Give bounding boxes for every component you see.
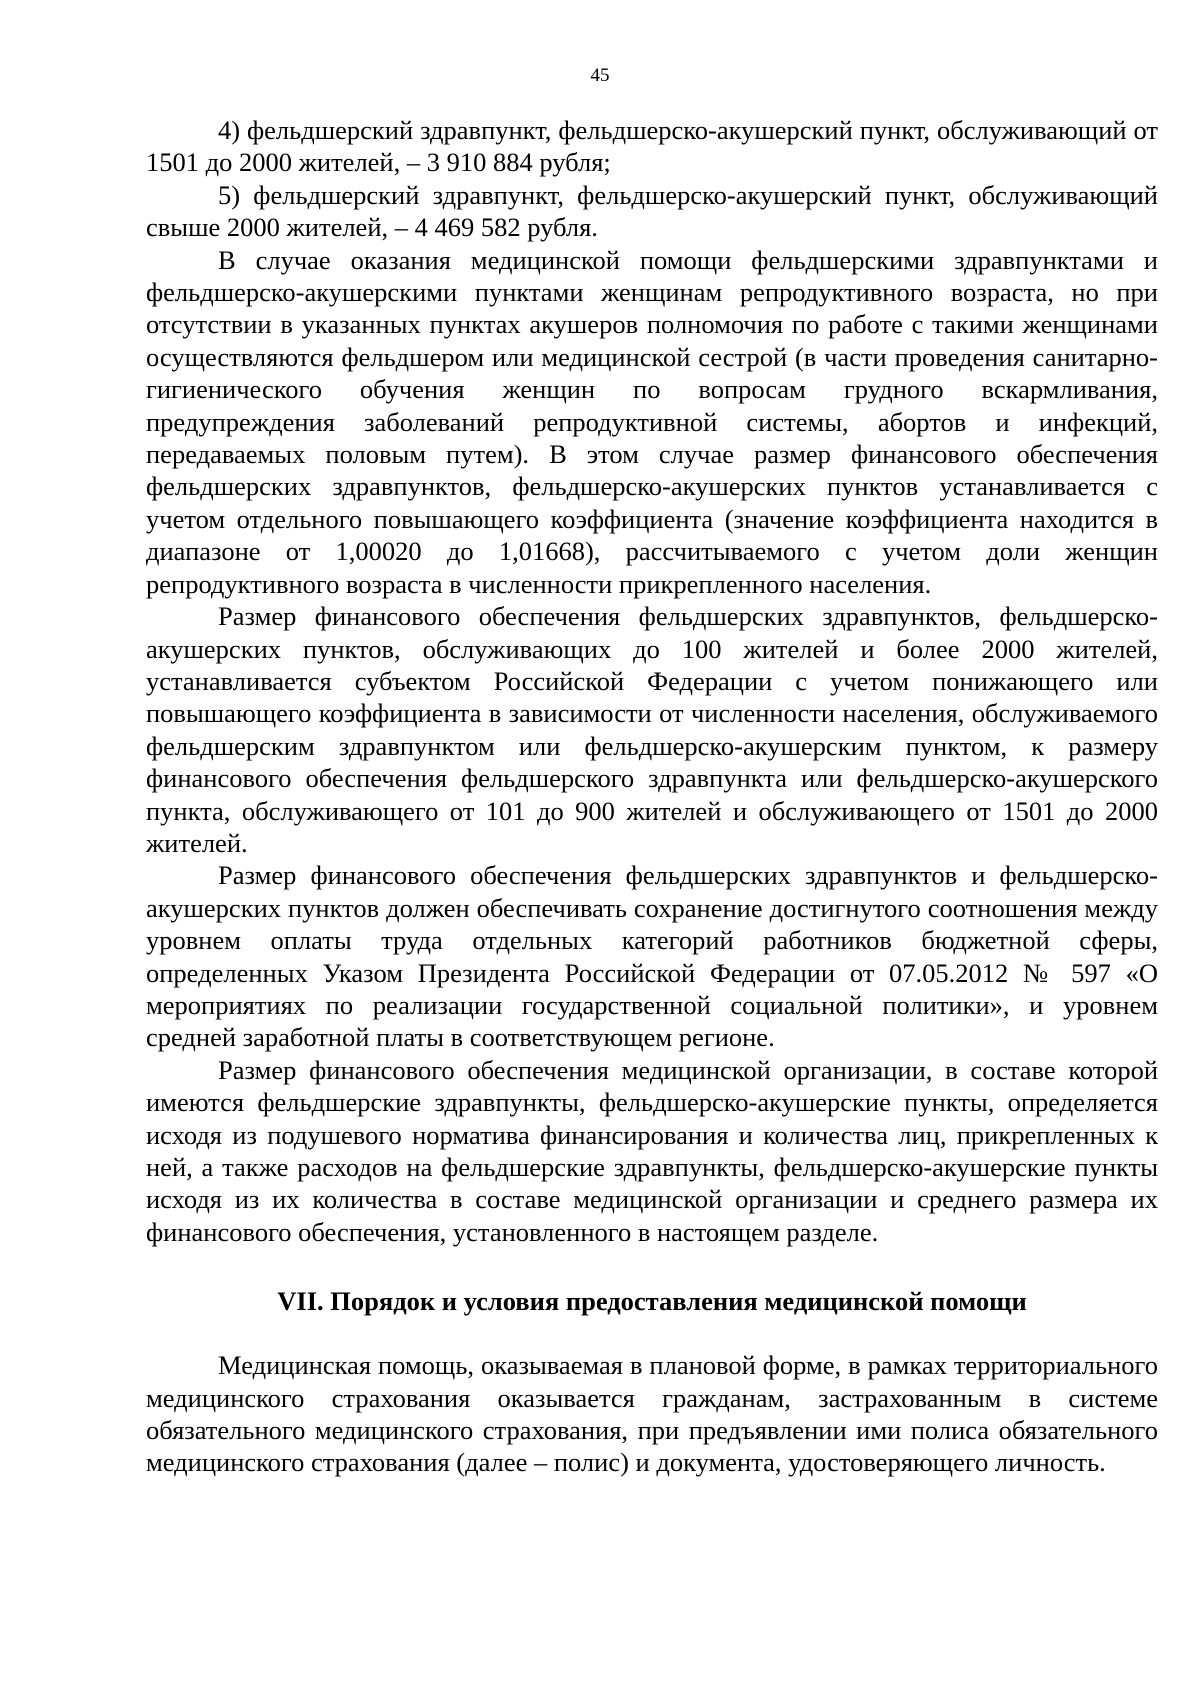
paragraph-womens-care: В случае оказания медицинской помощи фельдшерскими здравпунктами и фельдшерско-акушерскими пунктами женщинам репродуктивного возраста, но при отсутствии в указанных пунктах акушеров полномочия по работе с такими женщинами осуществляются фельдшером или медицинской сестрой (в части проведения санитарно-гигиенического обучения женщин по вопросам грудного вскармливания, предупреждения заболеваний репродуктивной системы, абортов и инфекций, передаваемых половым путем). В этом случае размер финансового обеспечения фельдшерских здравпунктов, фельдшерско-акушерских пунктов устанавливается с учетом отдельного повышающего коэффициента (значение коэффициента находится в диапазоне от 1,00020 до 1,01668), рассчитываемого с учетом доли женщин репродуктивного возраста в численности прикрепленного населения. (146, 244, 1158, 599)
paragraph-salary-ratio: Размер финансового обеспечения фельдшерских здравпунктов и фельдшерско-акушерских пунктов должен обеспечивать сохранение достигнутого соотношения между уровнем оплаты труда отдельных категорий работников бюджетной сферы, определенных Указом Президента Российской Федерации от 07.05.2012 № 597 «О мероприятиях по реализации государственной социальной политики», и уровнем средней заработной платы в соответствующем регионе. (146, 860, 1158, 1053)
paragraph-planned-care: Медицинская помощь, оказываемая в плановой форме, в рамках территориального медицинского страхования оказывается гражданам, застрахованным в системе обязательного медицинского страхования, при предъявлении ими полиса обязательного медицинского страхования (далее – полис) и документа, удостоверяющего личность. (146, 1350, 1158, 1478)
paragraph-item-5: 5) фельдшерский здравпункт, фельдшерско-акушерский пункт, обслуживающий свыше 2000 жителей, – 4 469 582 рубля. (146, 179, 1158, 243)
document-body (146, 114, 1158, 1479)
paragraph-coefficient: Размер финансового обеспечения фельдшерских здравпунктов, фельдшерско-акушерских пунктов, обслуживающих до 100 жителей и более 2000 жителей, устанавливается субъектом Российской Федерации с учетом понижающего или повышающего коэффициента в зависимости от численности населения, обслуживаемого фельдшерским здравпунктом или фельдшерско-акушерским пунктом, к размеру финансового обеспечения фельдшерского здравпункта или фельдшерско-акушерского пункта, обслуживающего от 101 до 900 жителей и обслуживающего от 1501 до 2000 жителей. (146, 601, 1158, 858)
page-number: 45 (590, 65, 610, 86)
paragraph-organization-funding: Размер финансового обеспечения медицинской организации, в составе которой имеются фельдшерские здравпункты, фельдшерско-акушерские пункты, определяется исходя из подушевого норматива финансирования и количества лиц, прикрепленных к ней, а также расходов на фельдшерские здравпункты, фельдшерско-акушерские пункты исходя из их количества в составе медицинской организации и среднего размера их финансового обеспечения, установленного в настоящем разделе. (146, 1054, 1158, 1247)
section-heading: VII. Порядок и условия предоставления медицинской помощи (277, 1286, 1027, 1317)
paragraph-item-4: 4) фельдшерский здравпункт, фельдшерско-акушерский пункт, обслуживающий от 1501 до 2000 жителей, – 3 910 884 рубля; (146, 115, 1158, 178)
